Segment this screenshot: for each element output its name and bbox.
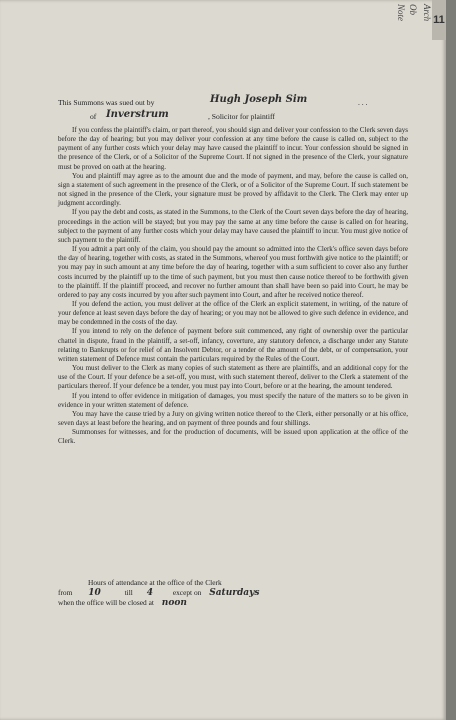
paragraph-partial-admission: If you admit a part only of the claim, you should pay the amount so admitted into the Clerk's office seven days before the day of hearing, together with costs, as stated in the Summons, whereof you must forthwith give notice to the plaintiff; or you may pay in such amount at any time before the day of hearing, together with a sum sufficient to cover also any further costs incurred by the plaintiff up to the time of such payment, but you must then cause notice thereof to be forthwith given to the plaintiff. If the plaintiff proceed, and recover no further amount than shall have been so paid into Court, he may be ordered to pay any costs incurred by you after such payment into Court, and after he received notice thereof. (58, 245, 408, 299)
sued-out-label: This Summons was sued out by (58, 98, 155, 107)
paragraph-special-defences: If you intend to rely on the defence of payment before suit commenced, any right of ownership over the particular chattel in dispute, fraud in the plaintiff, a set-off, infancy, coverture, any statutory defence, a discharge under any Statute relating to Bankrupts or for relief of an Insolvent Debtor, or a tender of the amount of the debt, or of compensation, your written statement of Defence must contain the particulars required by the Rules of the Court. (58, 327, 408, 363)
hours-times-row (58, 588, 408, 598)
except-label: except on (172, 588, 202, 597)
of-label: of (90, 112, 97, 121)
paragraph-confession: If you confess the plaintiff's claim, or part thereof, you should sign and deliver your confession to the Clerk seven days before the day of hearing; but you may deliver your confession at any time before the cause is called on, subject to the payment of any further costs which your delay may have caused the plaintiff to incur. Your confession should be signed in the presence of the Clerk, or of a Solicitor of the Supreme Court. If not signed in the presence of the Clerk, your signature must be proved on oath at the hearing. (58, 126, 408, 171)
paragraph-agreement: You and plaintiff may agree as to the amount due and the mode of payment, and may, before the cause is called on, sign a statement of such agreement in the presence of the Clerk, or of a Solicitor of the Supreme Court. If such statement be not signed in the presence of the Clerk, your signature must be proved by affidavit to the Clerk. The Clerk may enter up judgment accordingly. (58, 171, 408, 208)
from-label: from (58, 588, 73, 597)
sued-out-section (58, 94, 388, 126)
till-label: till (124, 588, 133, 597)
closed-label: when the office will be closed at (58, 598, 154, 607)
margin-note-3: Note (396, 4, 406, 21)
office-hours (58, 578, 408, 608)
paragraph-copies: You must deliver to the Clerk as many copies of such statement as there are plaintiffs, and an additional copy for the use of the Court. If your defence be a set-off, you must, with such statement thereof, deliver to the Clerk a statement of the particulars thereof. If your defence be a tender, you must pay into Court, before or at the hearing, the amount tendered. (58, 364, 408, 391)
paragraph-witnesses: Summonses for witnesses, and for the production of documents, will be issued upon application at the office of the Clerk. (58, 428, 408, 446)
paragraph-defence: If you defend the action, you must deliver at the office of the Clerk an explicit statement, in writing, of the nature of your defence at least seven days before the day of hearing; or you may not be allowed to give such defence in evidence, and may be condemned in the costs of the day. (58, 299, 408, 327)
hours-closed-row (58, 598, 408, 608)
instructions-text (58, 126, 408, 446)
handwritten-except-day: Saturdays (209, 588, 260, 598)
handwritten-location: Inverstrum (106, 109, 169, 120)
solicitor-label: , Solicitor for plaintiff (208, 112, 275, 121)
margin-note-2: Ob (408, 4, 418, 15)
handwritten-till-hour: 4 (146, 588, 153, 598)
margin-note-1: Arch (422, 4, 432, 22)
paragraph-mitigation: If you intend to offer evidence in mitigation of damages, you must specify the nature of the matters so to be given in evidence in your written statement of defence. (58, 391, 408, 409)
page-number-tab: 11 (432, 0, 446, 40)
handwritten-from-hour: 10 (88, 588, 101, 598)
hours-heading: Hours of attendance at the office of the Clerk (88, 578, 222, 587)
handwritten-solicitor-name: Hugh Joseph Sim (210, 94, 308, 105)
paragraph-payment: If you pay the debt and costs, as stated in the Summons, to the Clerk of the Court seven days before the day of hearing, proceedings in the action will be stayed; but you may pay the same at any time before the cause is called on for hearing, subject to the payment of any further costs which your delay may have caused the plaintiff to incur. You must give notice of such payment to the plaintiff. (58, 208, 408, 244)
paragraph-jury: You may have the cause tried by a Jury on giving written notice thereof to the Clerk, either personally or at his office, seven days at least before the hearing, and on payment of three pounds and four shillings. (58, 409, 408, 427)
handwritten-closing-time: noon (161, 598, 187, 608)
trailing-dots: . . . (358, 98, 368, 107)
